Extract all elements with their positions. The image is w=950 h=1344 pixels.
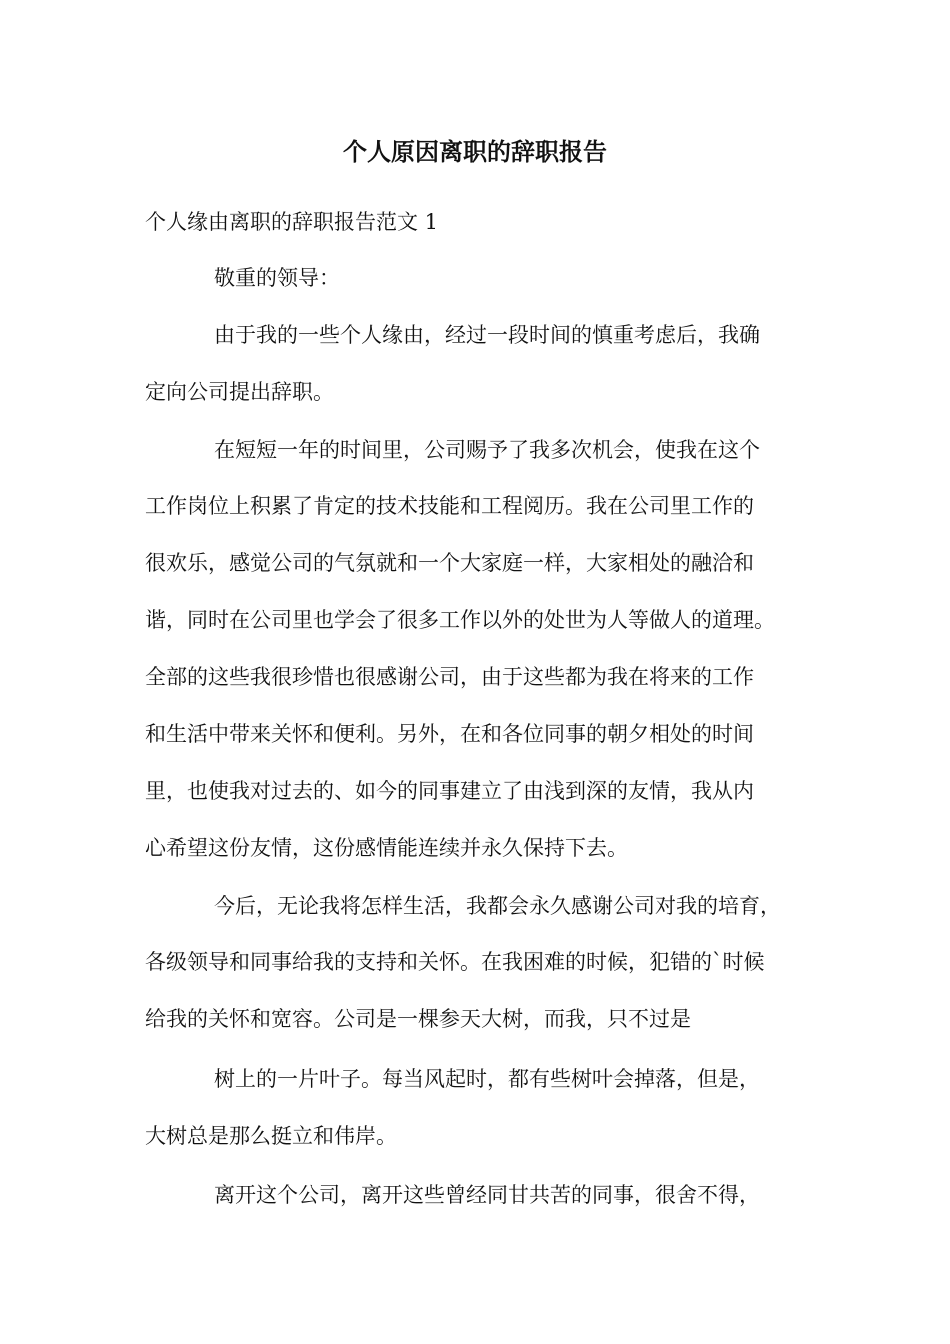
paragraph-line: 定向公司提出辞职。 (145, 380, 334, 404)
paragraph-line: 心希望这份友情，这份感情能连续并永久保持下去。 (145, 836, 628, 860)
paragraph-line: 树上的一片叶子。每当风起时，都有些树叶会掉落，但是， (214, 1067, 760, 1091)
paragraph-line: 大树总是那么挺立和伟岸。 (145, 1124, 397, 1148)
document-subtitle: 个人缘由离职的辞职报告范文 1 (145, 210, 439, 234)
paragraph-line: 在短短一年的时间里，公司赐予了我多次机会，使我在这个 (214, 438, 760, 462)
paragraph-line: 全部的这些我很珍惜也很感谢公司，由于这些都为我在将来的工作 (145, 665, 754, 689)
paragraph-line: 各级领导和同事给我的支持和关怀。在我困难的时候，犯错的`时候 (145, 950, 765, 974)
document-title: 个人原因离职的辞职报告 (343, 137, 607, 166)
paragraph-line: 由于我的一些个人缘由，经过一段时间的慎重考虑后，我确 (214, 323, 760, 347)
paragraph-line: 离开这个公司，离开这些曾经同甘共苦的同事，很舍不得， (214, 1183, 760, 1207)
paragraph-line: 谐，同时在公司里也学会了很多工作以外的处世为人等做人的道理。 (145, 608, 775, 632)
paragraph-line: 工作岗位上积累了肯定的技术技能和工程阅历。我在公司里工作的 (145, 494, 754, 518)
paragraph-line: 今后，无论我将怎样生活，我都会永久感谢公司对我的培育， (214, 894, 781, 918)
paragraph-line: 给我的关怀和宽容。公司是一棵参天大树，而我，只不过是 (145, 1007, 691, 1031)
paragraph-line: 里，也使我对过去的、如今的同事建立了由浅到深的友情，我从内 (145, 779, 754, 803)
paragraph-line: 和生活中带来关怀和便利。另外，在和各位同事的朝夕相处的时间 (145, 722, 754, 746)
paragraph-line: 很欢乐，感觉公司的气氛就和一个大家庭一样，大家相处的融洽和 (145, 551, 754, 575)
greeting: 敬重的领导： (214, 266, 340, 290)
